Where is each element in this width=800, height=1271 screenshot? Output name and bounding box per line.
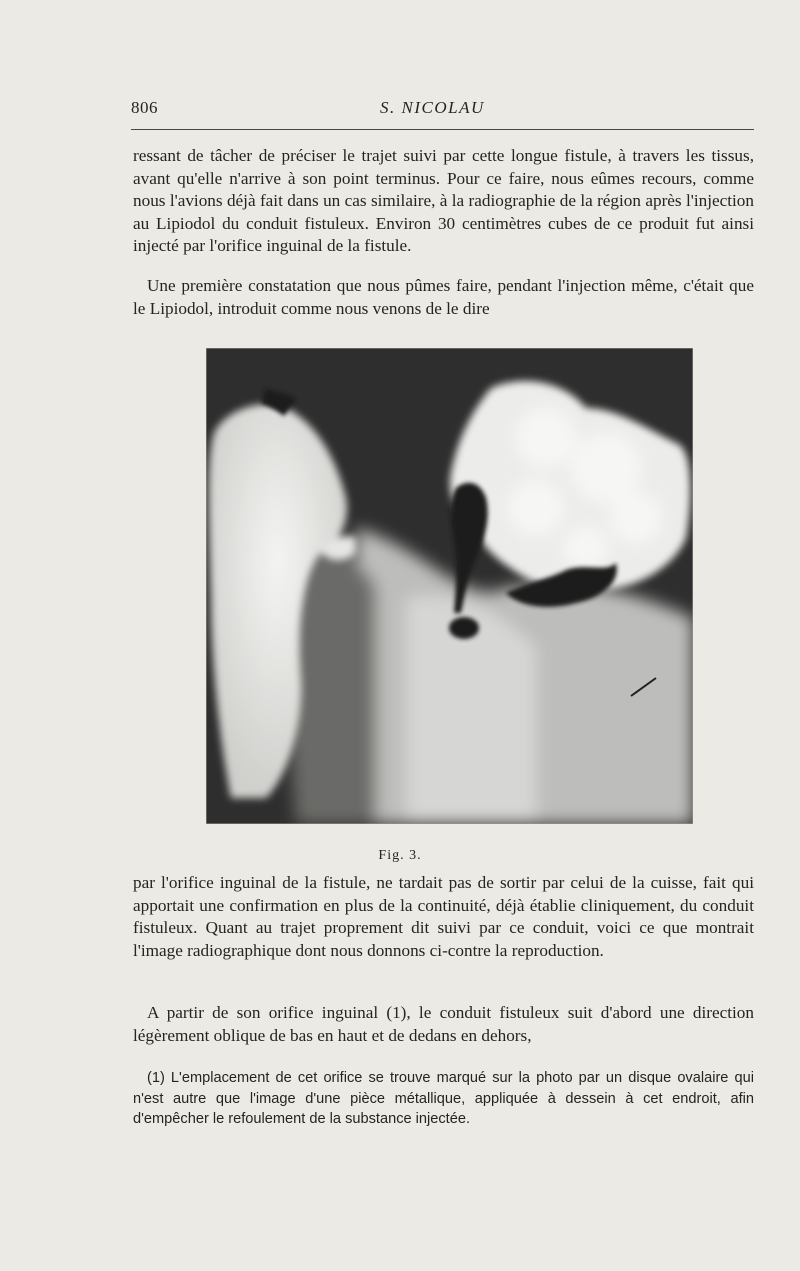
running-head: S. NICOLAU <box>380 98 485 117</box>
footnote: (1) L'emplacement de cet orifice se trouve marqué sur la photo par un disque ovalaire qui n'est autre que l'image d'une pièce métallique, appliquée à dessein à cet endroit, afin d'empêcher le refoulement de la substance injectée. <box>133 1070 754 1127</box>
header-rule <box>131 129 754 130</box>
body-paragraph-2: Une première constatation que nous pûmes faire, pendant l'injection même, c'était que le Lipiodol, introduit comme nous venons de le dire <box>133 276 754 318</box>
body-paragraph-3: par l'orifice inguinal de la fistule, ne tardait pas de sortir par celui de la cuisse, fait qui apportait une confirmation en plus de la continuité, déjà établie cliniquement, du conduit fistuleux. Quant au trajet proprement dit suivi par ce conduit, voici ce que montrait l'image radiographique dont nous donnons ci-contre la reproduction. <box>133 873 754 960</box>
page-number: 806 <box>131 98 158 117</box>
figure-caption: Fig. 3. <box>378 848 422 863</box>
radiograph-figure <box>206 348 693 824</box>
radiograph-image <box>206 348 693 824</box>
body-paragraph-1: ressant de tâcher de préciser le trajet suivi par cette longue fistule, à travers les tissus, avant qu'elle n'arrive à son point terminus. Pour ce faire, nous eûmes recours, comme nous l'avions déjà fait dans un cas similaire, à la radiographie de la région après l'injection au Lipiodol du conduit fistuleux. Environ 30 centimètres cubes de ce produit fut ainsi injecté par l'orifice inguinal de la fistule. <box>133 146 754 256</box>
body-paragraph-4: A partir de son orifice inguinal (1), le conduit fistuleux suit d'abord une direction légèrement oblique de bas en haut et de dedans en dehors, <box>133 1003 754 1045</box>
